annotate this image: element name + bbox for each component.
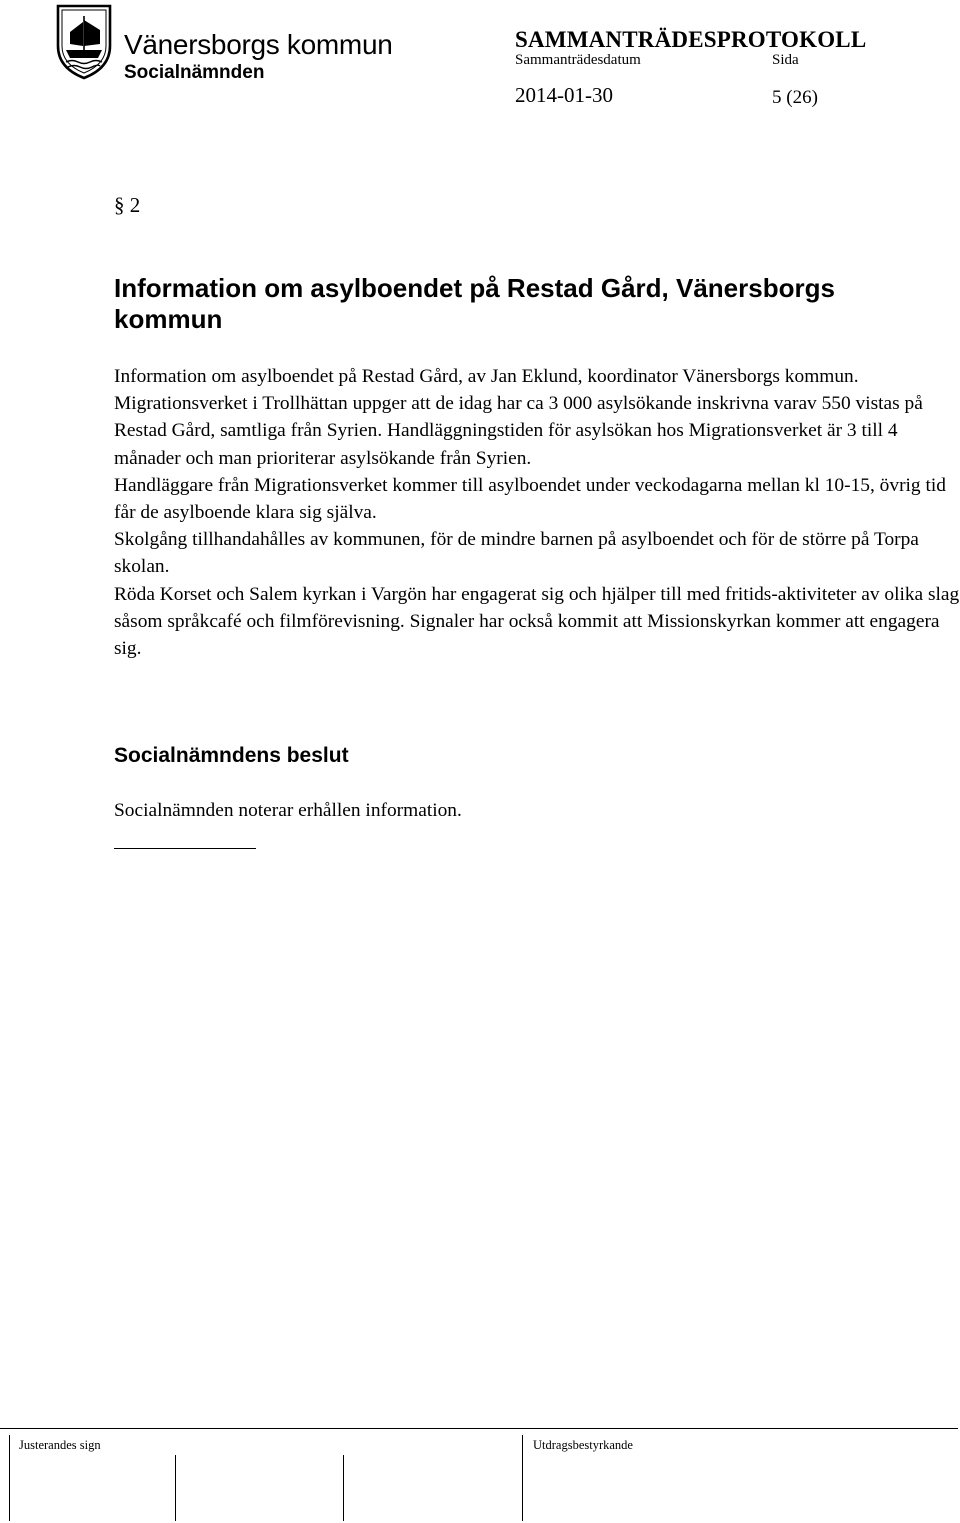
footer-rule — [0, 1428, 958, 1429]
section-body — [114, 363, 960, 662]
section-end-rule — [114, 848, 256, 849]
footer-signature-divider — [9, 1435, 10, 1521]
ship-crest-icon — [54, 2, 114, 80]
page-label: Sida — [772, 52, 799, 68]
footer-signature-divider — [175, 1455, 176, 1521]
section-heading: Information om asylboendet på Restad Gård, Vänersborgs kommun — [114, 273, 835, 334]
body-paragraph: Röda Korset och Salem kyrkan i Vargön har engagerat sig och hjälper till med fritids-aktiviteter av olika slag såsom språkcafé och filmförevisning. Signaler har också kommit att Missionskyrkan kommer att engagera sig. — [114, 583, 960, 660]
footer-utdrag-label: Utdragsbestyrkande — [533, 1438, 633, 1452]
footer-signature-divider — [343, 1455, 344, 1521]
decision-text: Socialnämnden noterar erhållen information. — [114, 800, 462, 821]
section-number: § 2 — [114, 193, 141, 217]
decision-heading: Socialnämndens beslut — [114, 744, 349, 767]
meeting-date-label: Sammanträdesdatum — [515, 52, 641, 68]
organization-name: Vänersborgs kommun — [124, 29, 393, 60]
footer-signature-divider — [522, 1435, 523, 1521]
organization-department: Socialnämnden — [124, 62, 265, 83]
page-number-value: 5 (26) — [772, 87, 818, 108]
meeting-date-value: 2014-01-30 — [515, 83, 613, 107]
body-paragraph: Skolgång tillhandahålles av kommunen, för de mindre barnen på asylboendet och för de större på Torpa skolan. — [114, 529, 919, 578]
body-paragraph: Handläggare från Migrationsverket kommer till asylboendet under veckodagarna mellan kl 10-15, övrig tid får de asylboende klara sig själva. — [114, 474, 946, 524]
body-paragraph: Migrationsverket i Trollhättan uppger att de idag har ca 3 000 asylsökande inskrivna varav 550 vistas på Restad Gård, samtliga från Syrien. Handläggningstiden för asylsökan hos Migrationsverket är 3 till 4 månader och man prioriterar asylsökande från Syrien. — [114, 393, 923, 469]
document-type-title: SAMMANTRÄDESPROTOKOLL — [515, 27, 867, 52]
body-paragraph: Information om asylboendet på Restad Gård, av Jan Eklund, koordinator Vänersborgs kommun. — [114, 366, 859, 387]
footer-justerare-label: Justerandes sign — [19, 1438, 101, 1452]
